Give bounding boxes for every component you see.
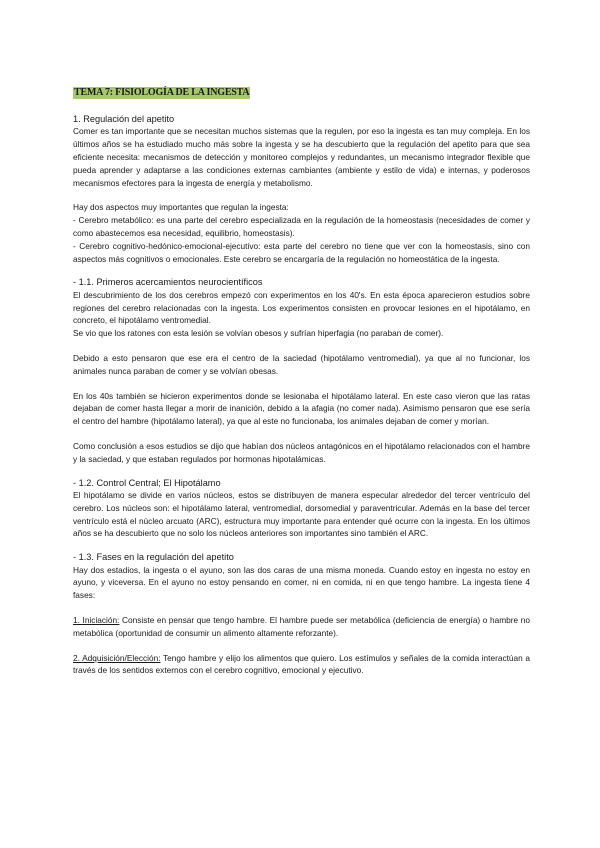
phase-text: Consiste en pensar que tengo hambre. El hambre puede ser metabólica (deficiencia de energía) o hambre no metabólica (oportunidad de consumir un alimento altamente reforzante). <box>73 614 530 638</box>
document-title: TEMA 7: FISIOLOGÍA DE LA INGESTA <box>74 87 250 98</box>
phase-item <box>73 652 530 678</box>
section-heading-1: 1. Regulación del apetito <box>73 114 175 124</box>
phase-label: 1. Iniciación: <box>73 614 120 625</box>
phase-item <box>73 614 530 640</box>
paragraph: En los 40s también se hicieron experimentos donde se lesionaba el hipotálamo lateral. En este caso vieron que las ratas dejaban de comer hasta llegar a morir de inanición, debido a la afagia (no comer nada). Asimismo pensaron que ese sería el centro del hambre (hipotálamo lateral), ya que al este no funcionaba, los animales dejaban de comer y morían. <box>73 390 530 427</box>
paragraph: El descubrimiento de los dos cerebros empezó con experimentos en los 40's. En esta época aparecieron estudios sobre regiones del cerebro relacionadas con la ingesta. Los experimentos consisten en provocar lesiones en el hipotálamo, en concreto, el hipotálamo ventromedial. <box>73 289 530 326</box>
section-heading-1-3: - 1.3. Fases en la regulación del apetito <box>73 552 234 563</box>
paragraph: Debido a esto pensaron que ese era el centro de la saciedad (hipotálamo ventromedial), ya que al no funcionar, los animales nunca paraban de comer y se volvían obesas. <box>73 352 530 376</box>
paragraph: Como conclusión a esos estudios se dijo que habían dos núcleos antagónicos en el hipotálamo relacionados con el hambre y la saciedad, y que estaban regulados por hormonas hipotalámicas. <box>73 440 530 464</box>
phase-text: Tengo hambre y elijo los alimentos que quiero. Los estímulos y señales de la comida interactúan a través de los sentidos externos con el cerebro cognitivo, emocional y ejecutivo. <box>73 652 531 676</box>
paragraph: Se vio que los ratones con esta lesión se volvían obesos y sufrían hiperfagia (no paraban de comer). <box>73 328 444 339</box>
section-heading-1-1: - 1.1. Primeros acercamientos neurocientíficos <box>73 277 263 288</box>
paragraph: Comer es tan importante que se necesitan muchos sistemas que la regulen, por eso la ingesta es tan muy compleja. En los últimos años se ha estudiado mucho más sobre la ingesta y se ha descubierto que la regulación del apetito para que sea eficiente necesita: mecanismos de detección y monitoreo complejos y redundantes, un mecanismo integrador flexible que pueda aprender y adaptarse a las condiciones externas cambiantes (ambiente y estilo de vida) e internas, y poderosos mecanismos efectores para la ingesta de energía y metabolismo. <box>73 126 530 188</box>
section-heading-1-2: - 1.2. Control Central; El Hipotálamo <box>73 477 221 488</box>
list-item: - Cerebro metabólico: es una parte del cerebro especializada en la regulación de la homeostasis (necesidades de comer y como abastecemos esa necesidad, equilibrio, homeostasis). <box>73 215 530 238</box>
paragraph: El hipotálamo se divide en varios núcleos, estos se distribuyen de manera especular alrededor del tercer ventrículo del cerebro. Los núcleos son: el hipotálamo lateral, ventromedial, dorsomedial y paraventricular. Además en la base del tercer ventrículo está el núcleo arcuato (ARC), estructura muy importante para entender qué ocurre con la ingesta. En los últimos años se ha descubierto que no solo los núcleos anteriores son importantes sino también el ARC. <box>73 489 530 539</box>
paragraph: Hay dos estadios, la ingesta o el ayuno, son las dos caras de una misma moneda. Cuando estoy en ingesta no estoy en ayuno, y viceversa. En el ayuno no estoy pensando en comer, ni en comida, ni en que tengo hambre. La ingesta tiene 4 fases: <box>73 564 530 601</box>
list-item: - Cerebro cognitivo-hedónico-emocional-ejecutivo: esta parte del cerebro no tiene que ver con la homeostasis, sino con aspectos más cognitivos o emocionales. Este cerebro se encargaría de la regulación no homeostática de la ingesta. <box>73 240 530 264</box>
paragraph: Hay dos aspectos muy importantes que regulan la ingesta: <box>73 202 289 213</box>
phase-label: 2. Adquisición/Elección: <box>73 652 161 663</box>
